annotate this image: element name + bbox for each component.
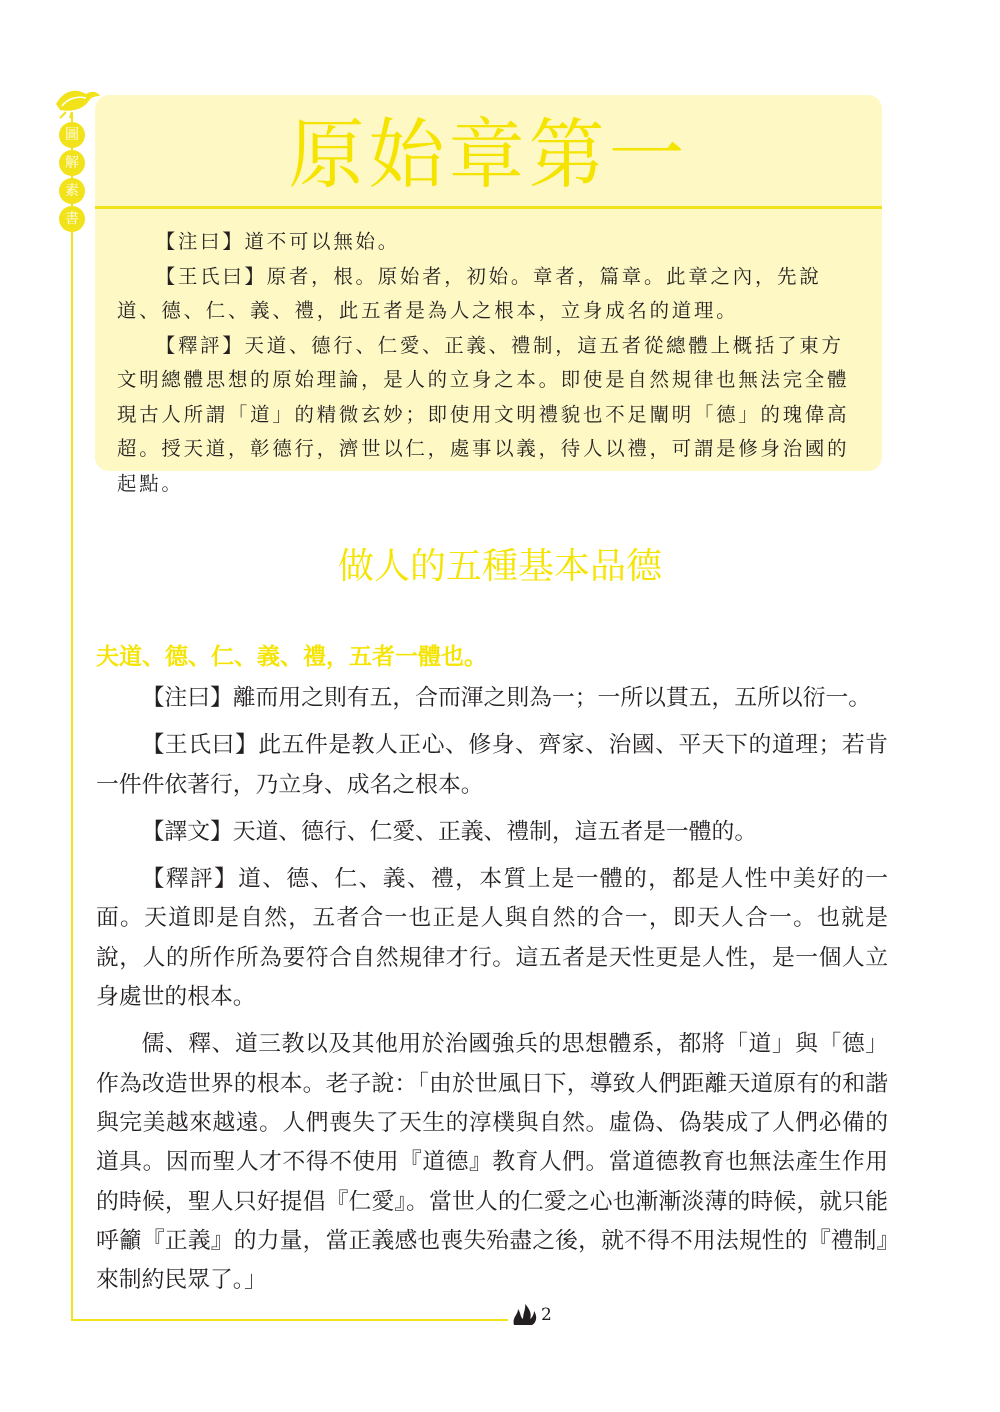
page-number: 2: [541, 1305, 552, 1325]
body-paragraph: 【注曰】離而用之則有五，合而渾之則為一；一所以貫五，五所以衍一。: [141, 685, 872, 711]
body-paragraph: 【譯文】天道、德行、仁愛、正義、禮制，這五者是一體的。: [141, 818, 758, 845]
thesis-statement: 夫道、德、仁、義、禮，五者一體也。: [96, 644, 487, 670]
body-paragraph: 【王氏曰】此五件是教人正心、修身、齊家、治國、平天下的道理；若肯一件件依著行，乃立身、成名之根本。: [96, 732, 888, 798]
section-title: 做人的五種基本品德: [337, 546, 662, 587]
body-paragraph: 【釋評】道、德、仁、義、禮，本質上是一體的，都是人性中美好的一面。天道即是自然，五者合一也正是人與自然的合一，即天人合一。也就是說，人的所作所為要符合自然規律才行。這五者是天性更是人性，是一個人立身處世的根本。: [96, 866, 888, 1011]
chapter-title: 原始章第一: [288, 110, 689, 199]
chapter-title-rule: [95, 206, 882, 209]
box-paragraph: 【釋評】天道、德行、仁愛、正義、禮制，這五者從總體上概括了東方文明總體思想的原始理論，是人的立身之本。即使是自然規律也無法完全體現古人所謂「道」的精微玄妙；即使用文明禮貌也不足闡明「德」的瑰偉高超。授天道，彰德行，濟世以仁，處事以義，待人以禮，可謂是修身治國的起點。: [117, 333, 850, 495]
chapter-intro-box: [95, 95, 882, 495]
body-text: [96, 679, 888, 1308]
series-tag-char: 素: [59, 178, 85, 204]
left-margin-rule: [71, 112, 73, 1320]
series-tag-char: 解: [59, 150, 85, 176]
series-tag-char: 書: [59, 206, 85, 232]
series-tag: [59, 122, 85, 234]
footer-rule: [71, 1319, 508, 1321]
series-tag-char: 圖: [59, 122, 85, 148]
flame-ornament-icon: [510, 1303, 538, 1327]
chapter-intro-text: [117, 225, 860, 501]
box-paragraph: 【注曰】道不可以無始。: [155, 230, 400, 253]
body-paragraph: 儒、釋、道三教以及其他用於治國強兵的思想體系，都將「道」與「德」作為改造世界的根本。老子說：「由於世風日下，導致人們距離天道原有的和諧與完美越來越遠。人們喪失了天生的淳樸與自然。虛偽、偽裝成了人們必備的道具。因而聖人才不得不使用『道德』教育人們。當道德教育也無法產生作用的時候，聖人只好提倡『仁愛』。當世人的仁愛之心也漸漸淡薄的時候，就只能呼籲『正義』的力量，當正義感也喪失殆盡之後，就不得不用法規性的『禮制』來制約民眾了。」: [96, 1031, 888, 1294]
box-paragraph: 【王氏曰】原者，根。原始者，初始。章者，篇章。此章之內，先說道、德、仁、義、禮，此五者是為人之根本，立身成名的道理。: [117, 264, 822, 322]
